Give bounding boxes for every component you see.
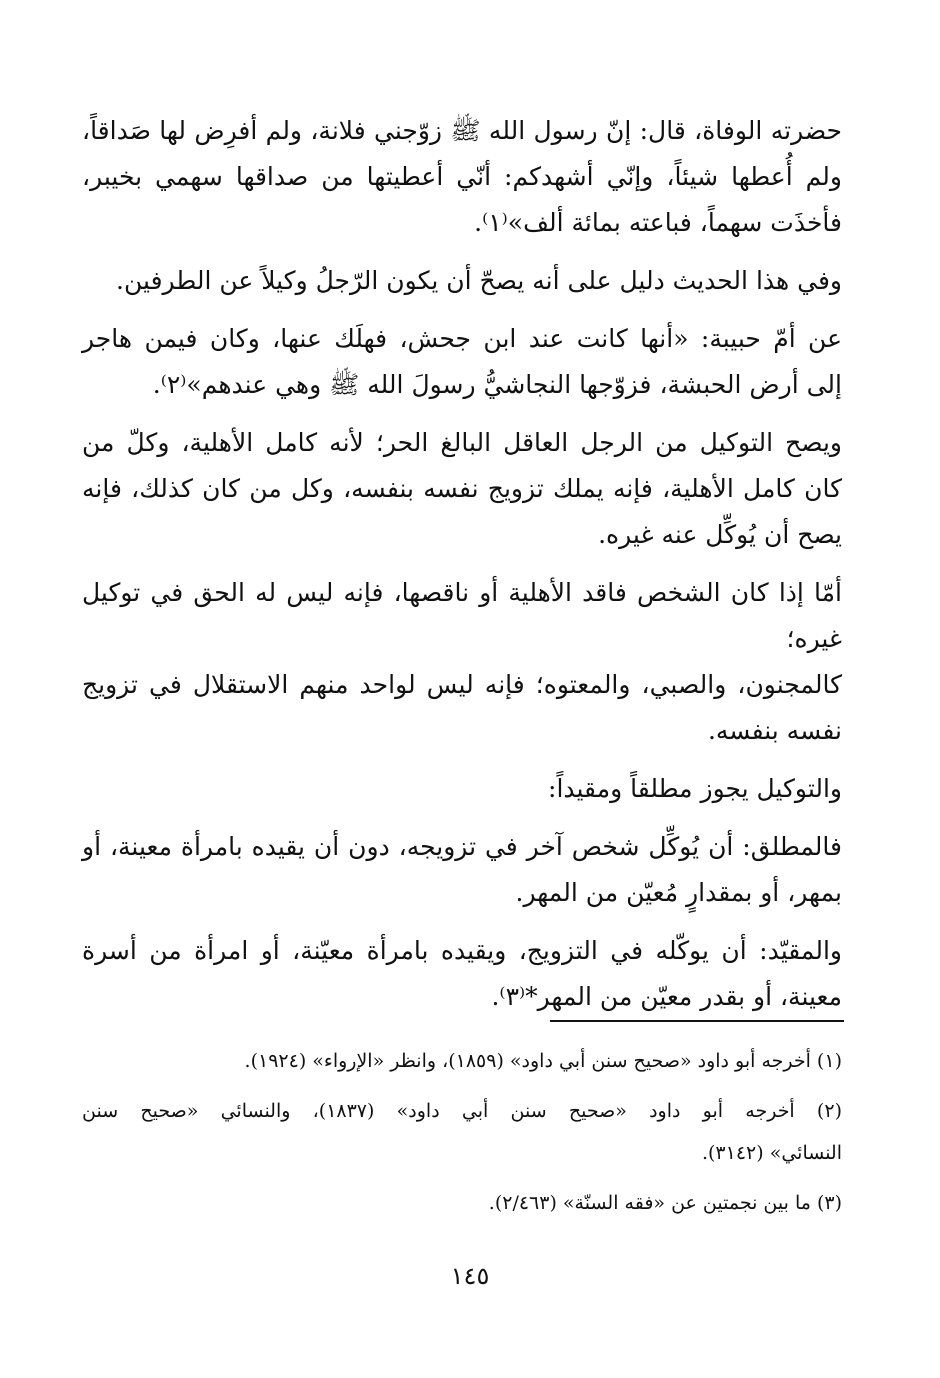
- text-line: معينة، أو بقدر معيّن من المهر*⁽٣⁾.: [491, 982, 842, 1011]
- footnote-line: (١) أخرجه أبو داود «صحيح سنن أبي داود» (١٨٥٩)، وانظر «الإرواء» (١٩٢٤).: [244, 1050, 842, 1072]
- text-line: والمقيّد: أن يوكّله في التزويج، ويقيده بامرأة معيّنة، أو امرأة من أسرة: [82, 936, 842, 965]
- text-line: ويصح التوكيل من الرجل العاقل البالغ الحر؛ لأنه كامل الأهلية، وكلّ من: [82, 428, 842, 457]
- footnote-line: (٣) ما بين نجمتين عن «فقه السنّة» (٢/٤٦٣).: [488, 1192, 842, 1214]
- footnote: [82, 1182, 842, 1224]
- paragraph: [82, 108, 842, 246]
- text-line: فالمطلق: أن يُوكِّل شخص آخر في تزويجه، دون أن يقيده بامرأة معينة، أو: [82, 832, 842, 861]
- text-line: والتوكيل يجوز مطلقاً ومقيداً:: [548, 774, 842, 803]
- paragraph: [82, 258, 842, 304]
- text-line: يصح أن يُوكِّل عنه غيره.: [598, 520, 842, 549]
- page-number: ١٤٥: [450, 1262, 490, 1290]
- footnotes: [82, 1040, 842, 1232]
- footnote-divider: [550, 1020, 844, 1022]
- paragraph: [82, 420, 842, 558]
- main-text: [82, 108, 842, 1032]
- footnote: [82, 1090, 842, 1174]
- text-line: إلى أرض الحبشة، فزوّجها النجاشيُّ رسولَ الله ﷺ وهي عندهم»⁽٢⁾.: [152, 370, 842, 399]
- paragraph: [82, 766, 842, 812]
- footnote: [82, 1040, 842, 1082]
- paragraph: [82, 570, 842, 754]
- text-line: عن أمّ حبيبة: «أنها كانت عند ابن جحش، فهلَك عنها، وكان فيمن هاجر: [82, 324, 842, 353]
- text-line: وفي هذا الحديث دليل على أنه يصحّ أن يكون الرّجلُ وكيلاً عن الطرفين.: [116, 266, 842, 295]
- text-line: أمّا إذا كان الشخص فاقد الأهلية أو ناقصها، فإنه ليس له الحق في توكيل غيره؛: [82, 578, 842, 653]
- text-line: كان كامل الأهلية، فإنه يملك تزويج نفسه بنفسه، وكل من كان كذلك، فإنه: [82, 474, 842, 503]
- text-line: بمهر، أو بمقدارٍ مُعيّن من المهر.: [515, 878, 842, 907]
- text-line: فأخذَت سهماً، فباعته بمائة ألف»⁽١⁾.: [474, 208, 842, 237]
- paragraph: [82, 316, 842, 408]
- footnote-line: (٢) أخرجه أبو داود «صحيح سنن أبي داود» (١٨٣٧)، والنسائي «صحيح سنن: [82, 1100, 842, 1122]
- paragraph: [82, 928, 842, 1020]
- text-line: ولم أُعطها شيئاً، وإنّي أشهدكم: أنّي أعطيتها من صداقها سهمي بخيبر،: [82, 162, 842, 191]
- text-line: حضرته الوفاة، قال: إنّ رسول الله ﷺ زوّجني فلانة، ولم أفرِض لها صَداقاً،: [82, 116, 842, 145]
- footnote-line: النسائي» (٣١٤٢).: [701, 1142, 842, 1164]
- paragraph: [82, 824, 842, 916]
- text-line: كالمجنون، والصبي، والمعتوه؛ فإنه ليس لواحد منهم الاستقلال في تزويج نفسه بنفسه.: [82, 670, 842, 745]
